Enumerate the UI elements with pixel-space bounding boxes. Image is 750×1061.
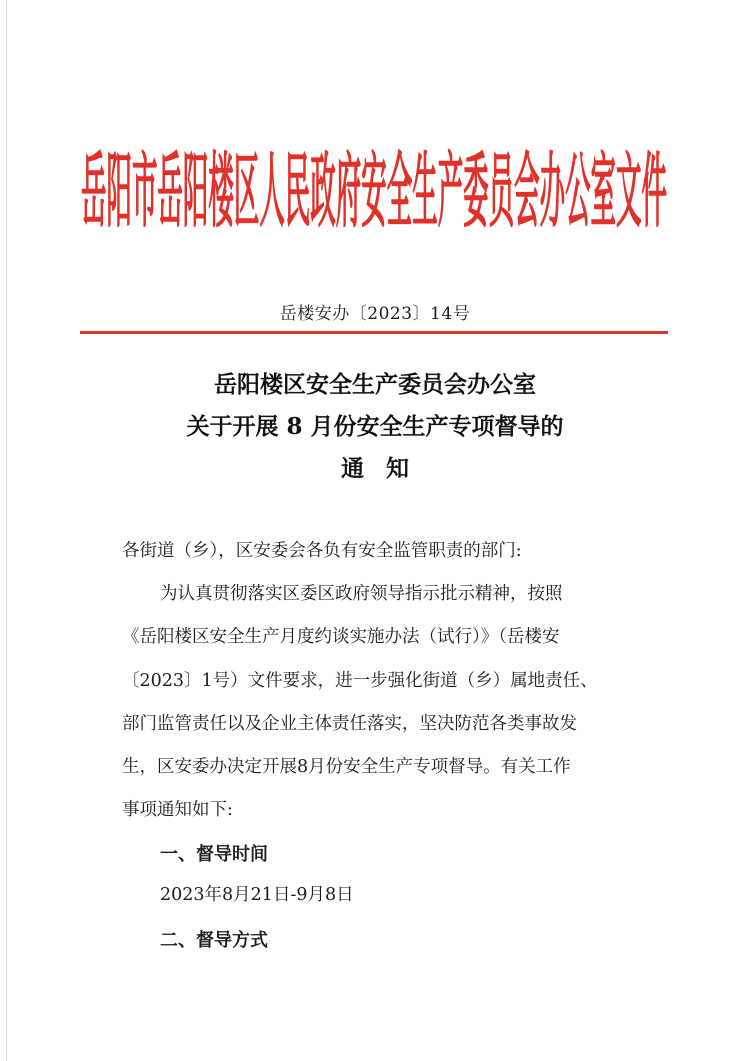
document-title-line-3: 通知 (341, 455, 431, 482)
paragraph-line: 《岳阳楼区安全生产月度约谈实施办法（试行）》（岳楼安 (122, 627, 560, 647)
document-title-line-2: 关于开展 8 月份安全生产专项督导的 (186, 413, 564, 440)
addressee-line: 各街道（乡），区安委会各负有安全监管职责的部门: (122, 541, 522, 561)
section-content-time: 2023年8月21日-9月8日 (160, 885, 354, 905)
red-separator-line (80, 331, 668, 334)
paragraph-line: 生，区安委办决定开展8月份安全生产专项督导。有关工作 (122, 757, 571, 777)
document-number: 岳楼安办〔2023〕14号 (279, 304, 471, 324)
document-title-line-1: 岳阳楼区安全生产委员会办公室 (214, 371, 536, 398)
red-header-title (79, 140, 669, 232)
page-edge-line (6, 0, 7, 1061)
red-header-title-text: 岳阳市岳阳楼区人民政府安全生产委员会办公室文件 (81, 143, 667, 232)
paragraph-line: 事项通知如下: (122, 800, 233, 820)
section-heading-method: 二、督导方式 (160, 930, 268, 951)
section-heading-time: 一、督导时间 (160, 844, 268, 865)
paragraph-line: 部门监管责任以及企业主体责任落实，坚决防范各类事故发 (122, 714, 577, 734)
paragraph-line: 为认真贯彻落实区委区政府领导指示批示精神，按照 (160, 584, 563, 604)
paragraph-line: 〔2023〕1号）文件要求，进一步强化街道（乡）属地责任、 (122, 671, 598, 691)
